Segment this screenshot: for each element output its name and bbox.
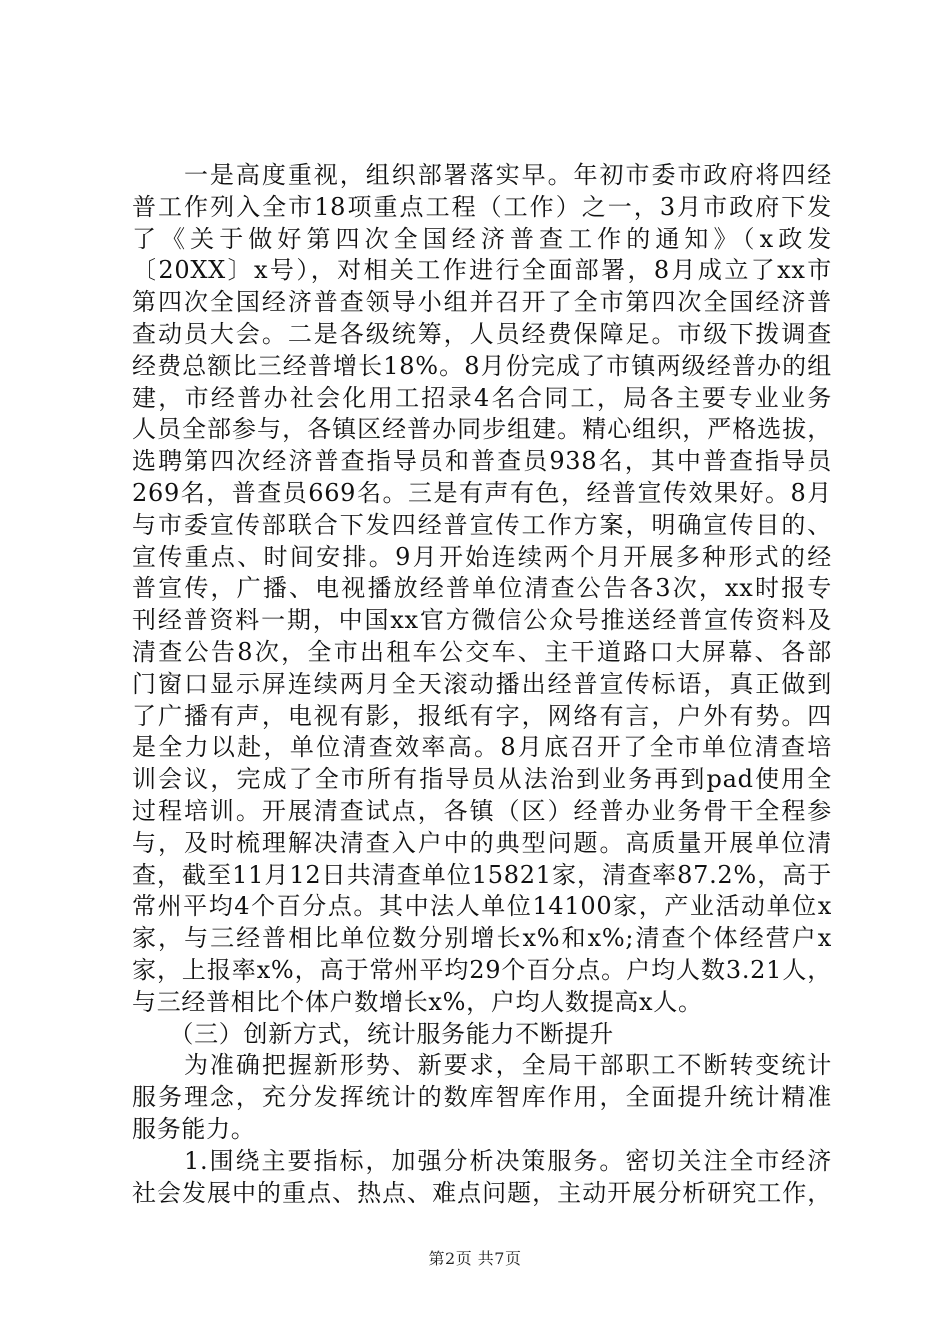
text-line: （三）创新方式，统计服务能力不断提升 [132, 1019, 614, 1048]
text-line: 〔20XX〕x号），对相关工作进行全面部署，8月成立了xx市 [132, 256, 832, 285]
text-line: 了《关于做好第四次全国经济普查工作的通知》（x政发 [132, 224, 832, 253]
text-line: 查，截至11月12日共清查单位15821家，清查率87.2%，高于 [132, 860, 832, 889]
text-line: 与，及时梳理解决清查入户中的典型问题。高质量开展单位清 [132, 828, 832, 857]
text-line: 第四次全国经济普查领导小组并召开了全市第四次全国经济普 [132, 288, 832, 317]
text-line: 269名，普查员669名。三是有声有色，经普宣传效果好。8月 [132, 478, 832, 507]
text-line: 人员全部参与，各镇区经普办同步组建。精心组织，严格选拔， [132, 415, 832, 444]
text-line: 是全力以赴，单位清查效率高。8月底召开了全市单位清查培 [132, 733, 832, 762]
text-line: 刊经普资料一期，中国xx官方微信公众号推送经普宣传资料及 [132, 606, 832, 635]
text-line: 与市委宣传部联合下发四经普宣传工作方案，明确宣传目的、 [132, 510, 832, 539]
text-line: 查动员大会。二是各级统筹，人员经费保障足。市级下拨调查 [132, 319, 832, 348]
text-line: 普工作列入全市18项重点工程（工作）之一，3月市政府下发 [132, 192, 832, 221]
text-line: 为准确把握新形势、新要求，全局干部职工不断转变统计 [132, 1051, 832, 1080]
text-line: 了广播有声，电视有影，报纸有字，网络有言，户外有势。四 [132, 701, 832, 730]
text-line: 普宣传，广播、电视播放经普单位清查公告各3次，xx时报专 [132, 574, 832, 603]
text-line: 服务理念，充分发挥统计的数库智库作用，全面提升统计精准 [132, 1083, 832, 1112]
text-line: 一是高度重视，组织部署落实早。年初市委市政府将四经 [132, 161, 832, 189]
page-footer: 第2页 共7页 [428, 1249, 522, 1268]
text-line: 经费总额比三经普增长18%。8月份完成了市镇两级经普办的组 [132, 351, 832, 380]
text-line: 家，与三经普相比单位数分别增长x%和x%;清查个体经营户x [132, 924, 832, 953]
text-line: 门窗口显示屏连续两月全天滚动播出经普宣传标语，真正做到 [132, 669, 832, 698]
text-line: 宣传重点、时间安排。9月开始连续两个月开展多种形式的经 [132, 542, 832, 571]
text-line: 服务能力。 [132, 1114, 256, 1143]
text-line: 建，市经普办社会化用工招录4名合同工，局各主要专业业务 [132, 383, 832, 412]
text-line: 常州平均4个百分点。其中法人单位14100家，产业活动单位x [132, 892, 832, 921]
text-line: 选聘第四次经济普查指导员和普查员938名，其中普查指导员 [132, 447, 832, 476]
text-line: 社会发展中的重点、热点、难点问题，主动开展分析研究工作， [132, 1178, 832, 1207]
text-line: 与三经普相比个体户数增长x%，户均人数提高x人。 [132, 987, 703, 1016]
text-line: 过程培训。开展清查试点，各镇（区）经普办业务骨干全程参 [132, 796, 832, 825]
text-line: 1.围绕主要指标，加强分析决策服务。密切关注全市经济 [132, 1146, 832, 1175]
text-line: 训会议，完成了全市所有指导员从法治到业务再到pad使用全 [132, 765, 832, 794]
text-line: 清查公告8次，全市出租车公交车、主干道路口大屏幕、各部 [132, 637, 832, 666]
text-line: 家，上报率x%，高于常州平均29个百分点。户均人数3.21人， [132, 955, 832, 984]
document-body [132, 160, 832, 1209]
